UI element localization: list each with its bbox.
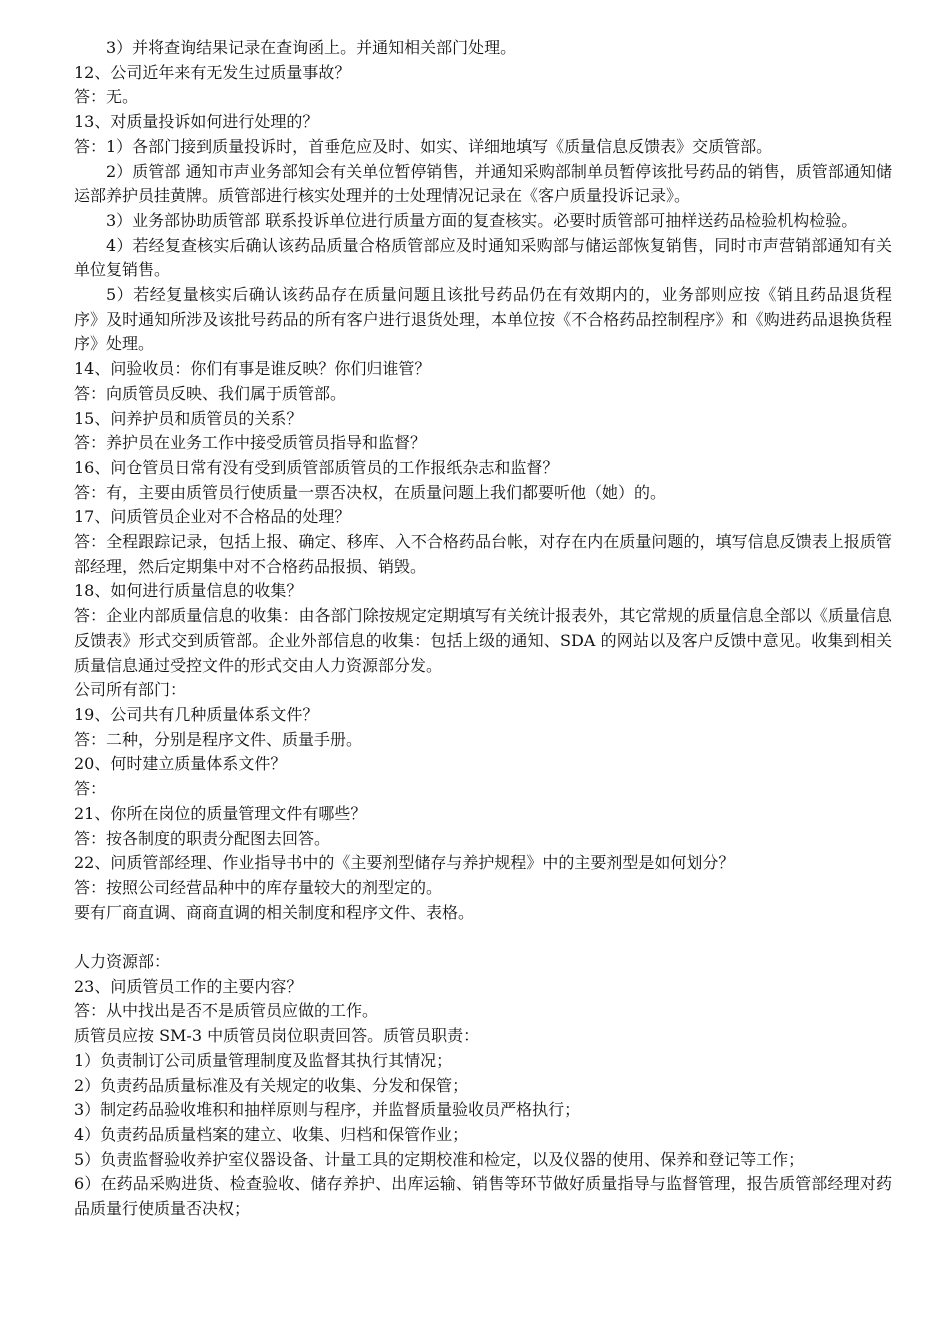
paragraph-line: 16、问仓管员日常有没有受到质管部质管员的工作报纸杂志和监督？	[74, 457, 559, 477]
paragraph-line: 答：	[74, 779, 107, 799]
paragraph-line: 答：1）各部门接到质量投诉时，首垂危应及时、如实、详细地填写《质量信息反馈表》交质管部。	[74, 136, 773, 156]
paragraph-line: 答：全程跟踪记录，包括上报、确定、移库、入不合格药品台帐，对存在内在质量问题的，填写信息反馈表上报质管部经理，然后定期集中对不合格药品报损、销毁。	[74, 532, 892, 576]
paragraph-line: 15、问养护员和质管员的关系？	[74, 408, 303, 428]
paragraph-line: 18、如何进行质量信息的收集？	[74, 581, 303, 601]
paragraph-line: 人力资源部：	[74, 952, 171, 971]
document-body	[74, 36, 892, 1222]
paragraph-line: 13、对质量投诉如何进行处理的？	[74, 112, 319, 132]
paragraph-line: 5）负责监督验收养护室仪器设备、计量工具的定期校准和检定，以及仪器的使用、保养和登记等工作；	[74, 1149, 805, 1169]
paragraph-line: 6）在药品采购进货、检查验收、储存养护、出库运输、销售等环节做好质量指导与监督管理，报告质管部经理对药品质量行使质量否决权；	[74, 1174, 892, 1219]
paragraph-line: 19、公司共有几种质量体系文件？	[74, 704, 319, 724]
paragraph-line: 答：从中找出是否不是质管员应做的工作。	[74, 1001, 379, 1021]
paragraph-line: 答：按照公司经营品种中的库存量较大的剂型定的。	[74, 877, 443, 897]
paragraph-line: 答：按各制度的职责分配图去回答。	[74, 828, 331, 848]
paragraph-line: 3）并将查询结果记录在查询函上。并通知相关部门处理。	[106, 38, 517, 57]
paragraph-line: 1）负责制订公司质量管理制度及监督其执行其情况；	[74, 1050, 453, 1070]
paragraph-line: 4）负责药品质量档案的建立、收集、归档和保管作业；	[74, 1124, 469, 1144]
paragraph-line: 5）若经复量核实后确认该药品存在质量问题且该批号药品仍在有效期内的，业务部则应按《销且药品退货程序》及时通知所涉及该批号药品的所有客户进行退货处理，本单位按《不合格药品控制程序》和《购进药品退换货程序》处理。	[74, 285, 892, 354]
paragraph-line: 公司所有部门：	[74, 680, 187, 700]
paragraph-line: 14、问验收员：你们有事是谁反映？你们归谁管？	[74, 359, 431, 379]
paragraph-line: 20、何时建立质量体系文件？	[74, 754, 287, 774]
paragraph-line: 答：企业内部质量信息的收集：由各部门除按规定定期填写有关统计报表外，其它常规的质量信息全部以《质量信息反馈表》形式交到质管部。企业外部信息的收集：包括上级的通知、SDA 的网站以及客户反馈中意见。收集到相关质量信息通过受控文件的形式交由人力资源部分发。	[74, 606, 892, 675]
paragraph-line: 质管员应按 SM-3 中质管员岗位职责回答。质管员职责：	[74, 1026, 480, 1046]
paragraph-line: 2）质管部 通知市声业务部知会有关单位暂停销售，并通知采购部制单员暂停该批号药品的销售，质管部通知储运部养护员挂黄牌。质管部进行核实处理并的士处理情况记录在《客户质量投诉记录》。	[74, 161, 892, 206]
paragraph-line: 答：养护员在业务工作中接受质管员指导和监督？	[74, 433, 427, 453]
paragraph-line: 要有厂商直调、商商直调的相关制度和程序文件、表格。	[74, 902, 475, 922]
paragraph-line: 答：向质管员反映、我们属于质管部。	[74, 383, 347, 403]
paragraph-line: 答：有，主要由质管员行使质量一票否决权，在质量问题上我们都要听他（她）的。	[74, 482, 667, 502]
paragraph-line: 22、问质管部经理、作业指导书中的《主要剂型储存与养护规程》中的主要剂型是如何划分？	[74, 853, 735, 873]
blank-line	[74, 925, 892, 950]
paragraph-line: 3）业务部协助质管部 联系投诉单位进行质量方面的复查核实。必要时质管部可抽样送药品检验机构检验。	[106, 210, 858, 230]
paragraph-line: 4）若经复查核实后确认该药品质量合格质管部应及时通知采购部与储运部恢复销售，同时市声营销部通知有关单位复销售。	[74, 235, 892, 280]
paragraph-line: 答：二种，分别是程序文件、质量手册。	[74, 729, 363, 749]
paragraph-line: 21、你所在岗位的质量管理文件有哪些？	[74, 803, 367, 823]
paragraph-line: 23、问质管员工作的主要内容？	[74, 976, 303, 996]
paragraph-line: 答：无。	[74, 87, 139, 107]
paragraph-line: 2）负责药品质量标准及有关规定的收集、分发和保管；	[74, 1075, 469, 1095]
paragraph-line: 12、公司近年来有无发生过质量事故？	[74, 62, 351, 82]
paragraph-line: 17、问质管员企业对不合格品的处理？	[74, 507, 351, 527]
paragraph-line: 3）制定药品验收堆积和抽样原则与程序，并监督质量验收员严格执行；	[74, 1100, 581, 1120]
